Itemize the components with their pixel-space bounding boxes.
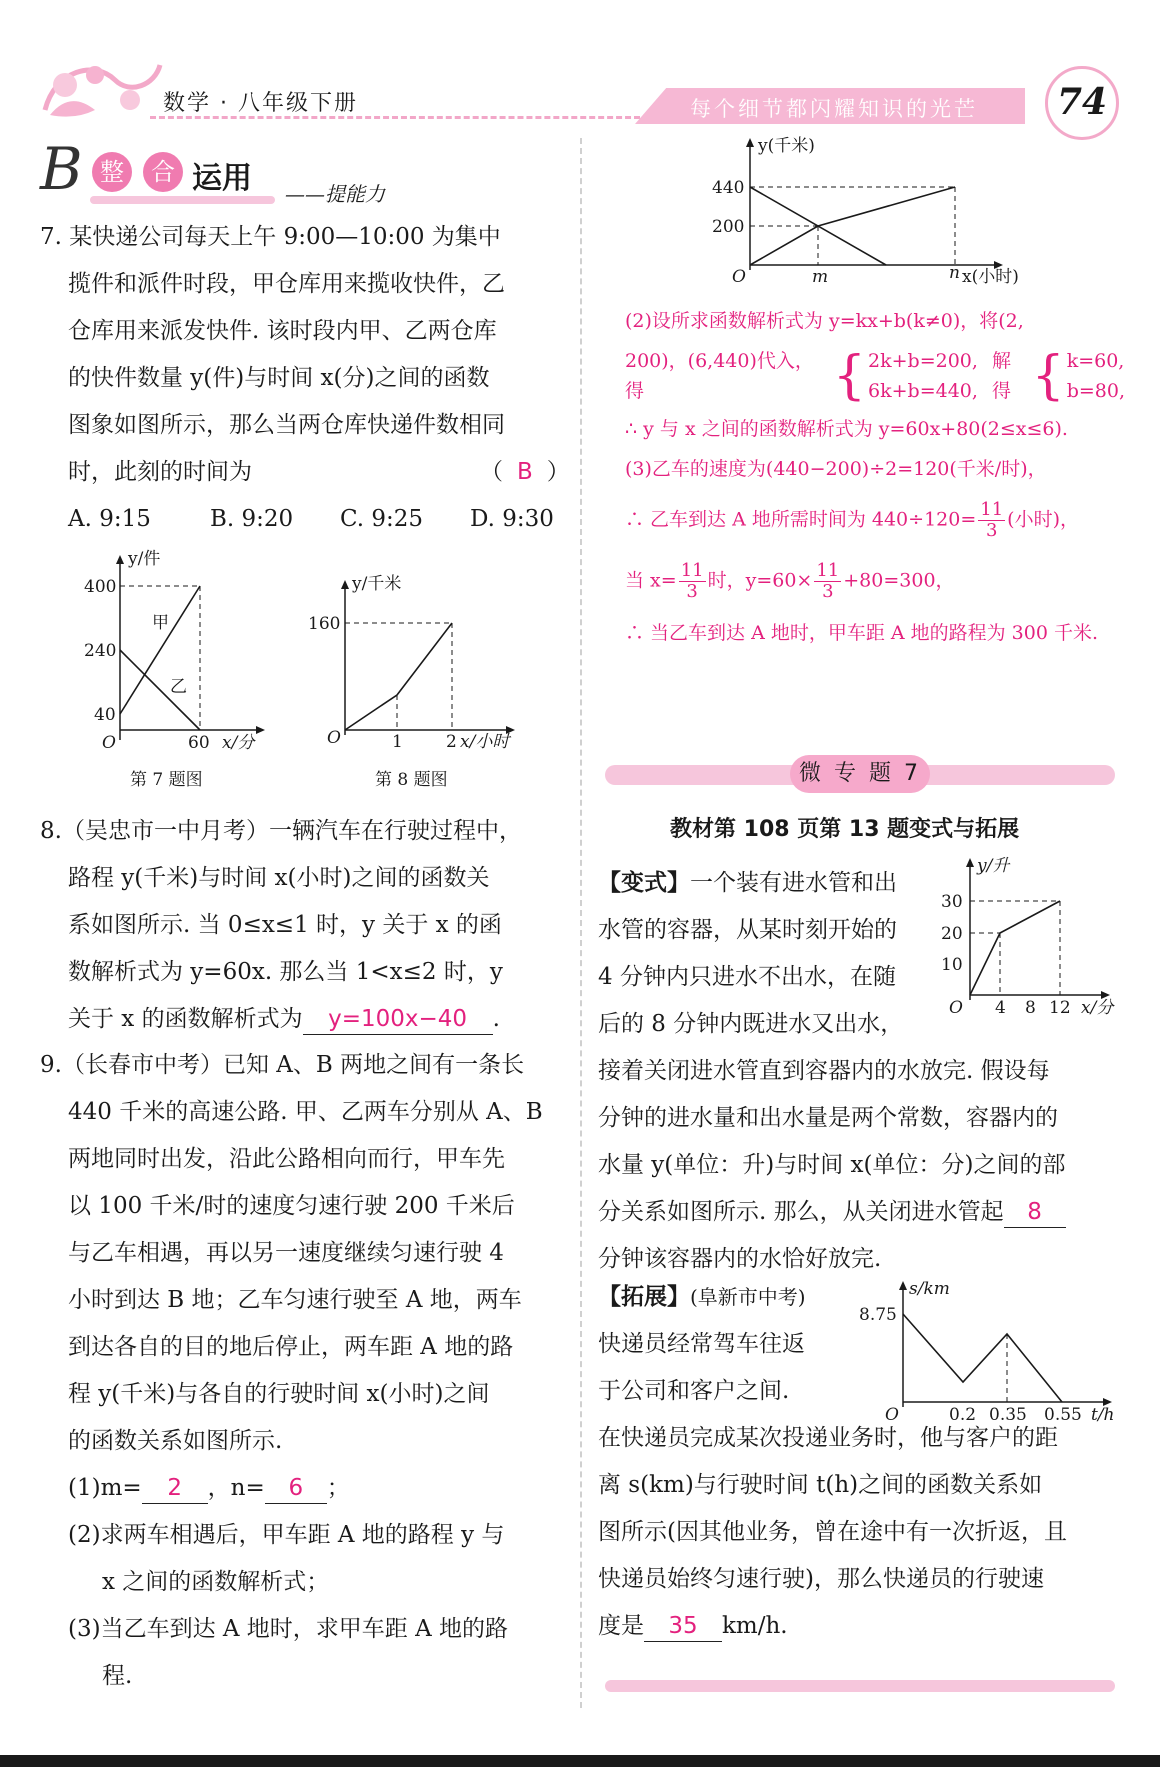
tick-8-75: 8.75 [859, 1305, 897, 1325]
label-yi: 乙 [170, 677, 187, 697]
q7-line: 仓库用来派发快件. 该时段内甲、乙两仓库 [68, 318, 497, 344]
q9-x-label: x(小时) [962, 267, 1019, 287]
tick-m: m [812, 267, 829, 287]
q9-line: 以 100 千米/时的速度匀速行驶 200 千米后 [68, 1193, 515, 1219]
tick-n: n [949, 263, 960, 283]
q9-part2-line: x 之间的函数解析式； [102, 1569, 330, 1595]
q9-n-answer: 6 [265, 1473, 327, 1504]
q7-caption: 第 7 题图 [130, 770, 203, 790]
variant-line [970, 901, 1060, 995]
q9-part3-line: 程. [102, 1663, 133, 1689]
sol-s3-line2: ∴ 乙车到达 A 地所需时间为 440÷120= $\frac{11}{3}$ (小时)， [625, 499, 1079, 541]
ext-line [903, 1314, 1062, 1402]
q9-m-answer: 2 [142, 1473, 208, 1504]
tick-4: 4 [995, 998, 1006, 1018]
q7-answer: B [517, 459, 533, 485]
q7-options [40, 496, 570, 543]
variant-text: 【变式】一个装有进水管和出 水管的容器，从某时刻开始的 4 分钟内只进水不出水，在随 后的 8 分钟内既进水又出水， 接着关闭进水管直到容器内的水放完. 假设每 分钟的进水量和出水量是两个常数，容器内的 水量 y(单位：升)与时间 x(单位：分)之间的部 分关系如图所示. 那么，从关闭进水管起 8 分钟该容器内的水恰好放完. [598, 870, 1066, 1272]
q9-line: 440 千米的高速公路. 甲、乙两车分别从 A、B [68, 1099, 543, 1125]
q8-line: 8.（吴忠市一中月考）一辆汽车在行驶过程中， [40, 818, 522, 844]
q8-answer: y=100x−40 [303, 1004, 493, 1035]
variant-y-label: y/升 [977, 856, 1010, 876]
q8-line: 系如图所示. 当 0≤x≤1 时，y 关于 x 的函 [68, 912, 502, 938]
tick-1: 1 [392, 732, 403, 752]
section-underline-bar [90, 196, 275, 204]
tick-200: 200 [712, 217, 745, 237]
sol-s2-line1: (2)设所求函数解析式为 y=kx+b(k≠0)，将(2, [625, 310, 1024, 332]
q7-line: 的快件数量 y(件)与时间 x(分)之间的函数 [68, 365, 490, 391]
tick-2: 2 [446, 732, 457, 752]
extension-text: 【拓展】(阜新市中考) 快递员经常驾车往返 于公司和客户之间. 在快递员完成某次投递业务时，他与客户的距 离 s(km)与行驶时间 t(h)之间的函数关系如 图所示(因其他业务，曾在途中有一次折返，且 快递员始终匀速行驶)，那么快递员的行驶速 度是 35 km/h. [598, 1274, 1123, 1650]
ext-answer: 35 [644, 1611, 722, 1642]
tick-10: 10 [941, 955, 963, 975]
variant-tag: 【变式】 [598, 870, 690, 896]
bottom-bar [605, 1680, 1115, 1692]
q7-line: 7. 某快递公司每天上午 9:00—10:00 为集中 [40, 224, 501, 250]
fraction-11-3: $\frac{11}{3}$ [816, 560, 840, 602]
tick-160: 160 [308, 614, 341, 634]
solution-block [625, 306, 1125, 648]
tick-60: 60 [188, 733, 210, 753]
brace-left: { [832, 346, 867, 406]
fraction-11-3: $\frac{11}{3}$ [980, 499, 1004, 541]
q9-line: 的函数关系如图所示. [68, 1428, 283, 1454]
fraction-11-3: $\frac{11}{3}$ [680, 560, 704, 602]
q9-y-label: y(千米) [758, 136, 815, 156]
q7-option-d: D. 9:30 [470, 506, 554, 532]
q9-line: 9.（长春市中考）已知 A、B 两地之间有一条长 [40, 1052, 525, 1078]
tick-8: 8 [1025, 998, 1036, 1018]
tick-0-35: 0.35 [989, 1405, 1027, 1425]
tick-40: 40 [94, 705, 116, 725]
q7-line: 图象如图所示，那么当两仓库快递件数相同 [68, 412, 505, 438]
q8-caption: 第 8 题图 [375, 770, 448, 790]
extension-chart [855, 1278, 1125, 1428]
tick-0-2: 0.2 [949, 1405, 977, 1425]
q8-x-label: x/小时 [460, 732, 510, 752]
q8-line [345, 623, 452, 730]
origin: O [102, 733, 116, 753]
header-dashed-line [150, 116, 640, 119]
header-motto: 每个细节都闪耀知识的光芒 [690, 97, 978, 121]
topic-subtitle: 教材第 108 页第 13 题变式与拓展 [670, 817, 1020, 842]
q7-text [40, 214, 570, 543]
variant-chart [935, 855, 1125, 1025]
q9-chart [700, 135, 1040, 295]
page-number: 74 [1045, 66, 1119, 140]
tick-12: 12 [1049, 998, 1071, 1018]
variant-answer: 8 [1004, 1197, 1066, 1228]
tick-20: 20 [941, 924, 963, 944]
brace-left: { [1031, 346, 1065, 406]
q9-line: 小时到达 B 地；乙车匀速行驶至 A 地，两车 [68, 1287, 522, 1313]
q7-x-label: x/分 [222, 733, 255, 753]
tick-240: 240 [84, 641, 117, 661]
sol-s2-line3: ∴ y 与 x 之间的函数解析式为 y=60x+80(2≤x≤6). [625, 418, 1068, 440]
sol-s3-line4: ∴ 当乙车到达 A 地时，甲车距 A 地的路程为 300 千米. [625, 622, 1099, 644]
system-2: k=60, b=80, [1066, 350, 1125, 402]
q8-chart [300, 575, 530, 760]
q8-last-line: 关于 x 的函数解析式为 y=100x−40 . [40, 996, 570, 1043]
q7-option-c: C. 9:25 [340, 506, 424, 532]
label-jia: 甲 [152, 613, 169, 633]
q7-chart [60, 550, 280, 760]
q7-line: 揽件和派件时段，甲仓库用来揽收快件，乙 [68, 271, 505, 297]
q9-line: 两地同时出发，沿此公路相向而行，甲车先 [68, 1146, 505, 1172]
q8-line: 路程 y(千米)与时间 x(小时)之间的函数关 [68, 865, 490, 891]
q9-line: 到达各自的目的地后停止，两车距 A 地的路 [68, 1334, 514, 1360]
section-word: 运用 [192, 161, 252, 196]
q7-y-label: y/件 [128, 549, 161, 569]
q7-line: 时，此刻的时间为 [68, 459, 252, 485]
q9-part3-line: (3)当乙车到达 A 地时，求甲车距 A 地的路 [68, 1616, 509, 1642]
q7-answer-paren: （ B ） [480, 459, 570, 485]
q9-text [40, 1042, 570, 1700]
footer-strip [0, 1755, 1160, 1767]
sol-s3-line3: 当 x= $\frac{11}{3}$ 时，y=60× $\frac{11}{3}$ +80=300， [625, 560, 955, 602]
sol-s3-line1: (3)乙车的速度为(440−200)÷2=120(千米/时)， [625, 458, 1047, 480]
topic-title: 微 专 题 7 [790, 755, 930, 793]
sol-s2-line2: 200)，(6,440)代入，得 { 2k+b=200, 6k+b=440, 解得 { k=60, b=80, [625, 346, 1125, 406]
subject-title: 数学 · 八年级下册 [163, 91, 358, 116]
column-divider [580, 138, 582, 1708]
origin: O [327, 728, 341, 748]
q9-line: 程 y(千米)与各自的行驶时间 x(小时)之间 [68, 1381, 490, 1407]
q8-line: 数解析式为 y=60x. 那么当 1<x≤2 时，y [68, 959, 503, 985]
q9-part2-line: (2)求两车相遇后，甲车距 A 地的路程 y 与 [68, 1522, 505, 1548]
ext-y-label: s/km [909, 1279, 950, 1299]
ext-x-label: t/h [1091, 1405, 1115, 1425]
origin: O [885, 1405, 899, 1425]
q8-y-label: y/千米 [352, 574, 402, 594]
section-logo-b: B [40, 135, 83, 203]
system-1: 2k+b=200, 6k+b=440, [868, 350, 978, 402]
tick-0-55: 0.55 [1044, 1405, 1082, 1425]
origin: O [949, 998, 963, 1018]
q7-option-a: A. 9:15 [68, 506, 151, 532]
ext-tag: 【拓展】 [598, 1284, 690, 1310]
origin: O [732, 267, 746, 287]
variant-x-label: x/分 [1081, 998, 1114, 1018]
tick-30: 30 [941, 892, 963, 912]
q7-last-line [40, 449, 570, 496]
section-badge-2: 合 [143, 152, 183, 192]
q8-text [40, 808, 570, 1043]
q9-part1: (1)m= 2 ，n= 6 ； [40, 1465, 570, 1512]
section-subtitle: ——提能力 [285, 182, 385, 206]
q7-option-b: B. 9:20 [210, 506, 294, 532]
q9-line: 与乙车相遇，再以另一速度继续匀速行驶 4 [68, 1240, 504, 1266]
floral-ornament [35, 50, 165, 130]
line-yi [120, 650, 200, 730]
section-badge-1: 整 [92, 152, 132, 192]
tick-440: 440 [712, 178, 745, 198]
line-jia [120, 586, 200, 714]
tick-400: 400 [84, 577, 117, 597]
